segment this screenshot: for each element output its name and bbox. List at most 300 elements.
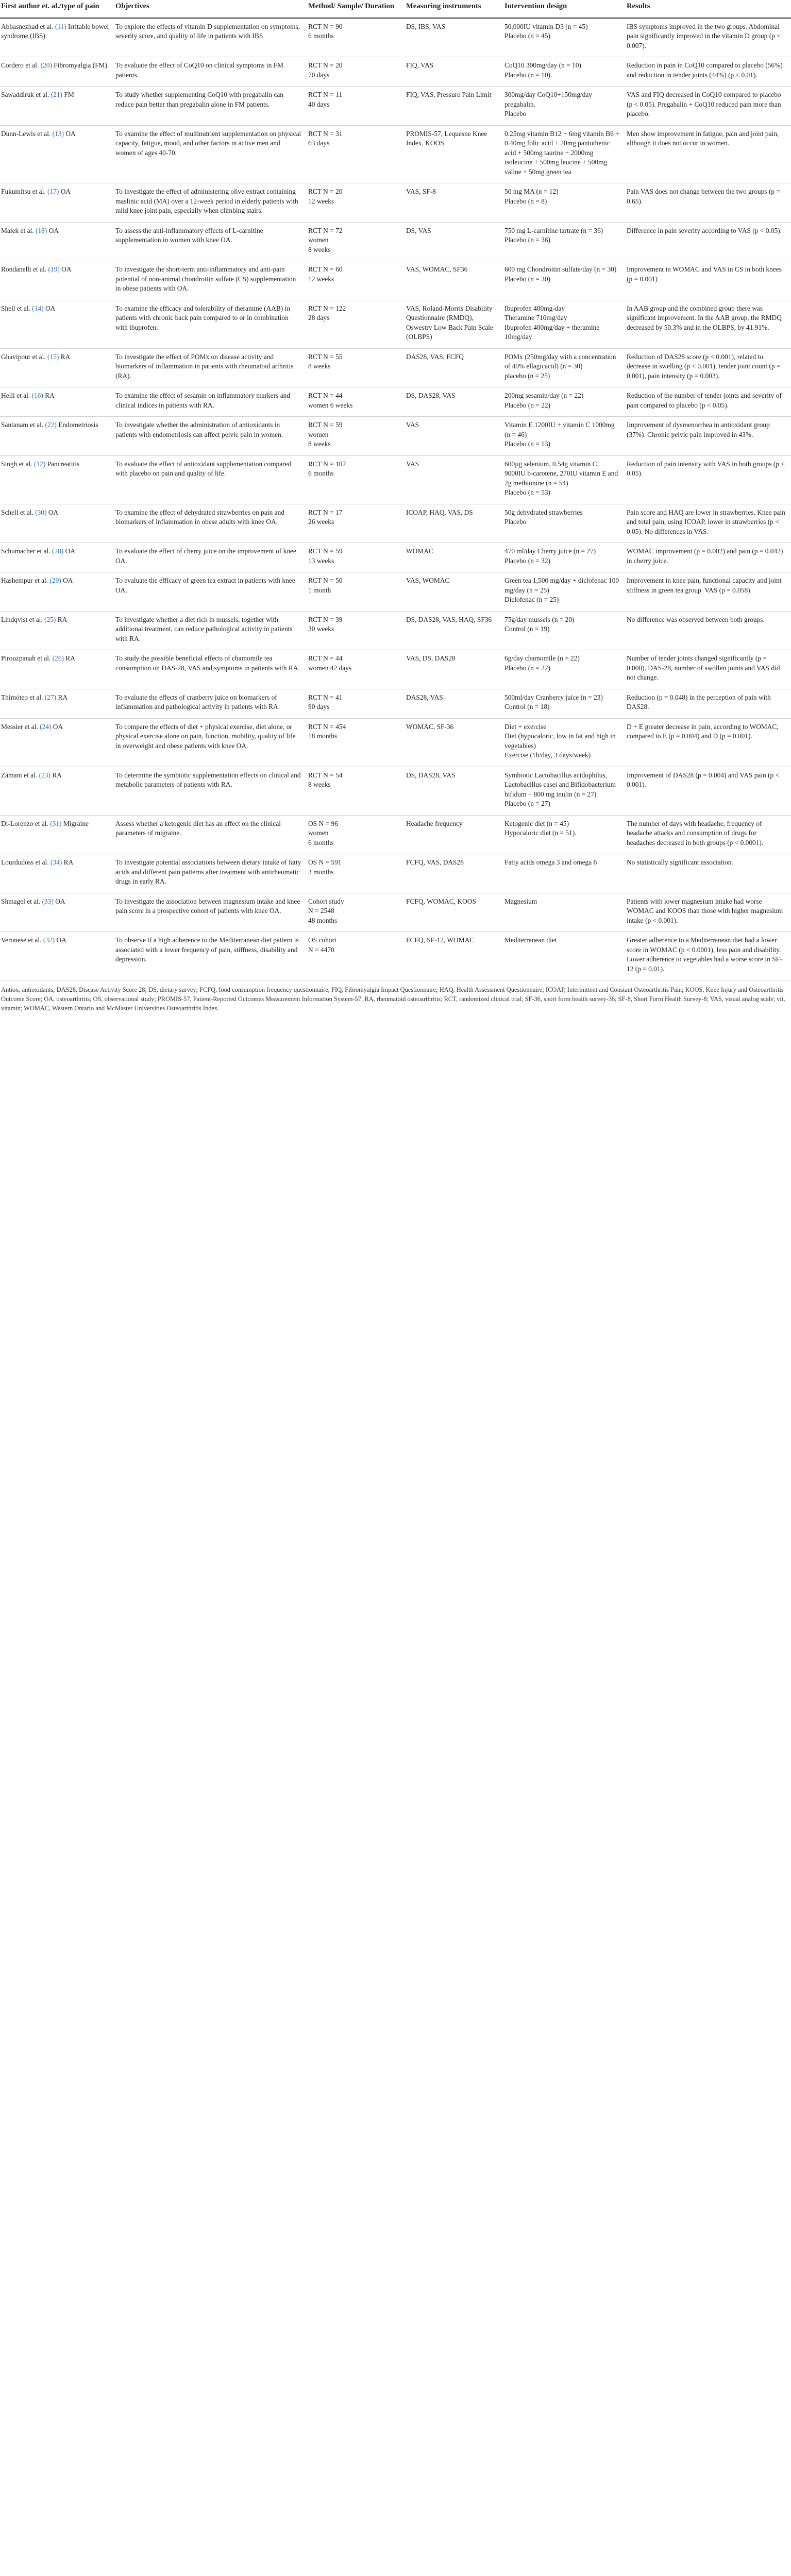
cell-objective: To explore the effects of vitamin D supplementation on symptoms, severity score, and quality of life in patients with IBS bbox=[114, 18, 307, 57]
method-line: RCT N = 122 bbox=[308, 304, 346, 312]
header-results: Results bbox=[626, 0, 791, 18]
cell-objective: To study whether supplementing CoQ10 with pregabalin can reduce pain better than pregabalin alone in FM patients. bbox=[114, 87, 307, 126]
intervention-line: Placebo (n = 36) bbox=[504, 236, 550, 244]
cell-objective: To examine the effect of sesamin on inflammatory markers and clinical indices in patients with RA. bbox=[114, 387, 307, 417]
method-line: 26 weeks bbox=[308, 518, 334, 526]
cell-intervention bbox=[503, 57, 626, 87]
method-line: 18 months bbox=[308, 732, 338, 740]
cell-author bbox=[0, 455, 114, 504]
cell-method bbox=[307, 572, 405, 612]
reference-link[interactable]: (11) bbox=[55, 22, 66, 30]
cell-method bbox=[307, 689, 405, 718]
cell-author bbox=[0, 87, 114, 126]
cell-intervention bbox=[503, 18, 626, 57]
cell-author bbox=[0, 183, 114, 223]
author-name: Santanam et al. bbox=[1, 421, 44, 429]
cell-method bbox=[307, 893, 405, 932]
table-row bbox=[0, 572, 791, 612]
table-row bbox=[0, 650, 791, 689]
method-line: 40 days bbox=[308, 100, 330, 108]
cell-intervention bbox=[503, 222, 626, 261]
header-author: First author et. al./type of pain bbox=[0, 0, 114, 18]
method-line: women bbox=[308, 236, 329, 244]
cell-objective: To investigate whether the administration of antioxidants in patients with endometriosis can affect pelvic pain in women. bbox=[114, 417, 307, 456]
cell-author bbox=[0, 611, 114, 650]
pain-type: OA bbox=[65, 129, 76, 138]
table-row bbox=[0, 57, 791, 87]
pain-type: OA bbox=[45, 304, 56, 312]
method-line: 6 months bbox=[308, 838, 334, 846]
method-line: RCT N = 41 bbox=[308, 693, 343, 701]
cell-method bbox=[307, 125, 405, 183]
cell-method bbox=[307, 455, 405, 504]
method-line: women 6 weeks bbox=[308, 401, 353, 409]
table-row bbox=[0, 18, 791, 57]
intervention-line: Symbiotic Lactobacillus acidophilus, Lactobacillus casei and Bifidobacterium bifidum + 800 mg inulin (n = 27) bbox=[504, 771, 616, 798]
cell-results: In AAB group and the combined group there was significant improvement. In the AAB group, the RMDQ decreased by 50.3% and in the OLBPS, by 41.91%. bbox=[626, 300, 791, 348]
method-line: RCT N = 50 bbox=[308, 577, 343, 585]
method-line: 8 weeks bbox=[308, 781, 331, 789]
table-row bbox=[0, 718, 791, 767]
pain-type: RA bbox=[52, 771, 62, 779]
method-line: RCT N = 60 bbox=[308, 265, 343, 274]
cell-intervention bbox=[503, 815, 626, 854]
method-line: RCT N = 107 bbox=[308, 460, 346, 468]
cell-author bbox=[0, 689, 114, 718]
method-line: RCT N = 44 bbox=[308, 654, 343, 663]
cell-objective: To investigate potential associations between dietary intake of fatty acids and different pain patterns after treatment with antirheumatic drugs in early RA. bbox=[114, 854, 307, 893]
table-row bbox=[0, 504, 791, 543]
table-row bbox=[0, 261, 791, 300]
cell-intervention bbox=[503, 650, 626, 689]
cell-instruments: DAS28, VAS, FCFQ bbox=[405, 348, 503, 387]
cell-instruments: Headache frequency bbox=[405, 815, 503, 854]
author-name: Di-Lorenzo et al. bbox=[1, 819, 48, 827]
cell-instruments: DAS28, VAS bbox=[405, 689, 503, 718]
method-line: 63 days bbox=[308, 139, 330, 147]
intervention-line: Exercise (1h/day, 3 days/week) bbox=[504, 751, 591, 759]
table-row bbox=[0, 815, 791, 854]
cell-instruments: DS, DAS28, VAS, HAQ, SF36 bbox=[405, 611, 503, 650]
intervention-line: Placebo (n = 22) bbox=[504, 401, 550, 409]
intervention-line: 600µg selenium, 0.54g vitamin C, 9000IU b-carotene, 270IU vitamin E and 2g methionine (n = 54) bbox=[504, 460, 618, 487]
cell-results: Reduction in pain in CoQ10 compared to placebo (56%) and reduction in tender joints (44%) (p < 0.01). bbox=[626, 57, 791, 87]
cell-author bbox=[0, 125, 114, 183]
author-name: Abbasnezhad et al. bbox=[1, 22, 54, 30]
method-line: OS N = 96 bbox=[308, 819, 338, 827]
cell-objective: To determine the symbiotic supplementation effects on clinical and metabolic parameters of patients with RA. bbox=[114, 767, 307, 815]
cell-results: No statistically significant association. bbox=[626, 854, 791, 893]
reference-link[interactable]: (20) bbox=[40, 61, 52, 70]
reference-link[interactable]: (34) bbox=[50, 858, 62, 867]
cell-results: WOMAC improvement (p = 0.002) and pain (p = 0.042) in cherry juice. bbox=[626, 543, 791, 572]
author-name: Ghavipour et al. bbox=[1, 352, 46, 361]
reference-link[interactable]: (19) bbox=[48, 265, 60, 274]
author-name: Schumacher et al. bbox=[1, 547, 51, 555]
cell-method bbox=[307, 222, 405, 261]
cell-intervention bbox=[503, 261, 626, 300]
method-line: women 42 days bbox=[308, 664, 352, 672]
cell-results: Reduction of pain intensity with VAS in both groups (p < 0.05). bbox=[626, 455, 791, 504]
cell-objective: To study the possible beneficial effects of chamomile tea consumption on DAS-28, VAS and symptoms in patients with RA. bbox=[114, 650, 307, 689]
cell-intervention bbox=[503, 854, 626, 893]
pain-type: RA bbox=[60, 352, 71, 361]
method-line: 3 months bbox=[308, 868, 334, 876]
method-line: RCT N = 20 bbox=[308, 188, 343, 196]
cell-intervention bbox=[503, 611, 626, 650]
reference-link[interactable]: (29) bbox=[49, 577, 61, 585]
cell-instruments: DS, DAS28, VAS bbox=[405, 387, 503, 417]
method-line: 12 weeks bbox=[308, 275, 334, 283]
cell-instruments: FIQ, VAS, Pressure Pain Limit bbox=[405, 87, 503, 126]
author-name: Thimóteo et al. bbox=[1, 693, 43, 701]
intervention-line: 750 mg L-carnitine tartrate (n = 36) bbox=[504, 226, 603, 234]
cell-author bbox=[0, 222, 114, 261]
reference-link[interactable]: (32) bbox=[43, 936, 55, 944]
table-row bbox=[0, 417, 791, 456]
pain-type: RA bbox=[63, 858, 74, 867]
pain-type: RA bbox=[45, 392, 55, 400]
intervention-line: 50,000IU vitamin D3 (n = 45) bbox=[504, 22, 588, 30]
cell-author bbox=[0, 572, 114, 612]
author-name: Schell et al. bbox=[1, 508, 33, 516]
cell-instruments: DS, VAS bbox=[405, 222, 503, 261]
pain-type: RA bbox=[57, 615, 68, 623]
cell-intervention bbox=[503, 572, 626, 612]
intervention-line: 6g/day chamomile (n = 22) bbox=[504, 654, 580, 663]
cell-intervention bbox=[503, 125, 626, 183]
cell-results: Improvement of DAS28 (p = 0.004) and VAS pain (p < 0.001). bbox=[626, 767, 791, 815]
cell-intervention bbox=[503, 932, 626, 980]
method-line: 70 days bbox=[308, 71, 330, 79]
cell-author bbox=[0, 57, 114, 87]
table-row bbox=[0, 854, 791, 893]
method-line: OS N = 591 bbox=[308, 858, 342, 867]
method-line: RCT N = 31 bbox=[308, 129, 343, 138]
header-method: Method/ Sample/ Duration bbox=[307, 0, 405, 18]
author-name: Rondanelli et al. bbox=[1, 265, 47, 274]
intervention-line: Placebo bbox=[504, 518, 527, 526]
table-row bbox=[0, 893, 791, 932]
cell-method bbox=[307, 543, 405, 572]
table-header bbox=[0, 0, 791, 18]
reference-link[interactable]: (24) bbox=[40, 722, 52, 731]
pain-type: OA bbox=[65, 547, 75, 555]
table-row bbox=[0, 87, 791, 126]
author-name: Fukumitsu et al. bbox=[1, 188, 46, 196]
pain-type: Endometriosis bbox=[58, 421, 98, 429]
intervention-line: Ibuprofen 400mg-day bbox=[504, 304, 565, 312]
cell-method bbox=[307, 767, 405, 815]
cell-intervention bbox=[503, 183, 626, 223]
author-name: Shell et al. bbox=[1, 304, 30, 312]
intervention-line: Diclofenac (n = 25) bbox=[504, 596, 559, 604]
method-line: RCT N = 59 bbox=[308, 547, 343, 555]
intervention-line: Placebo (n = 8) bbox=[504, 197, 547, 205]
cell-objective: To compare the effects of diet + physical exercise, diet alone, or physical exercise alone on pain, function, mobility, quality of life in overweight and obese patients with knee OA. bbox=[114, 718, 307, 767]
cell-intervention bbox=[503, 767, 626, 815]
cell-intervention bbox=[503, 893, 626, 932]
pain-type: OA bbox=[48, 226, 59, 234]
cell-objective: To investigate whether a diet rich in mussels, together with additional treatment, can reduce pathological activity in patients with RA. bbox=[114, 611, 307, 650]
method-line: RCT N = 454 bbox=[308, 722, 346, 731]
pain-type: Pancreatitis bbox=[47, 460, 80, 468]
cell-author bbox=[0, 932, 114, 980]
cell-instruments: VAS, WOMAC bbox=[405, 572, 503, 612]
cell-instruments: VAS, SF-8 bbox=[405, 183, 503, 223]
cell-results: Reduction of DAS28 score (p < 0.001), related to decrease in swelling (p < 0.001), tender joint count (p = 0.001), pain intensity (p = 0.003). bbox=[626, 348, 791, 387]
cell-intervention bbox=[503, 417, 626, 456]
intervention-line: placebo (n = 25) bbox=[504, 371, 550, 380]
cell-results: Improvement in WOMAC and VAS in CS in both knees (p = 0.001) bbox=[626, 261, 791, 300]
cell-results: The number of days with headache, frequency of headache attacks and consumption of drugs for headaches decreased in both groups (p < 0.0001). bbox=[626, 815, 791, 854]
intervention-line: Diet + exercise bbox=[504, 722, 547, 731]
method-line: RCT N = 39 bbox=[308, 615, 343, 623]
method-line: RCT N = 54 bbox=[308, 771, 343, 779]
intervention-line: 470 ml/day Cherry juice (n = 27) bbox=[504, 547, 596, 555]
header-row bbox=[0, 0, 791, 18]
reference-link[interactable]: (22) bbox=[45, 421, 57, 429]
method-line: RCT N = 17 bbox=[308, 508, 343, 516]
cell-results: Pain score and HAQ are lower in strawberries. Knee pain and total pain, using ICOAP, lower in strawberries (p < 0.05). No differences in VAS. bbox=[626, 504, 791, 543]
cell-objective: To examine the effect of multinutrient supplementation on physical capacity, fatigue, mood, and other factors in active men and women of ages 40-70. bbox=[114, 125, 307, 183]
method-line: 48 months bbox=[308, 916, 338, 924]
table-row bbox=[0, 183, 791, 223]
cell-intervention bbox=[503, 455, 626, 504]
cell-instruments: VAS, Roland-Morris Disability Questionnaire (RMDQ), Oswestry Low Back Pain Scale (OLBPS) bbox=[405, 300, 503, 348]
reference-link[interactable]: (31) bbox=[50, 819, 62, 827]
cell-objective: To evaluate the effect of antioxidant supplementation compared with placebo on pain and quality of life. bbox=[114, 455, 307, 504]
pain-type: RA bbox=[65, 654, 75, 663]
table-row bbox=[0, 611, 791, 650]
cell-author bbox=[0, 893, 114, 932]
reference-link[interactable]: (23) bbox=[39, 771, 51, 779]
reference-link[interactable]: (25) bbox=[44, 615, 56, 623]
table-row bbox=[0, 455, 791, 504]
cell-results: Difference in pain severity according to VAS (p < 0.05). bbox=[626, 222, 791, 261]
cell-author bbox=[0, 718, 114, 767]
cell-instruments: WOMAC, SF-36 bbox=[405, 718, 503, 767]
table-body bbox=[0, 18, 791, 980]
intervention-line: Placebo (n = 10). bbox=[504, 71, 552, 79]
cell-method bbox=[307, 611, 405, 650]
cell-objective: To investigate the effect of administering olive extract containing maslinic acid (MA) over a 12-week period in elderly patients with mild knee joint pain, especially when climbing stairs. bbox=[114, 183, 307, 223]
intervention-line: Green tea 1,500 mg/day + diclofenac 100 mg/day (n = 25) bbox=[504, 577, 619, 594]
header-instruments: Measuring instruments bbox=[405, 0, 503, 18]
table-row bbox=[0, 300, 791, 348]
cell-author bbox=[0, 504, 114, 543]
intervention-line: Placebo (n = 45) bbox=[504, 32, 550, 40]
pain-type: FM bbox=[64, 91, 74, 99]
cell-intervention bbox=[503, 718, 626, 767]
intervention-line: Placebo (n = 32) bbox=[504, 556, 550, 565]
author-name: Malek et al. bbox=[1, 226, 34, 234]
cell-author bbox=[0, 261, 114, 300]
cell-method bbox=[307, 261, 405, 300]
cell-method bbox=[307, 504, 405, 543]
intervention-line: CoQ10 300mg/day (n = 10) bbox=[504, 61, 581, 70]
method-line: 8 weeks bbox=[308, 362, 331, 370]
cell-intervention bbox=[503, 300, 626, 348]
pain-type: OA bbox=[56, 936, 66, 944]
method-line: 8 weeks bbox=[308, 245, 331, 253]
cell-instruments: FCFQ, SF-12, WOMAC bbox=[405, 932, 503, 980]
cell-results: Patients with lower magnesium intake had worse WOMAC and KOOS than those with higher magnesium intake (p < 0.001). bbox=[626, 893, 791, 932]
intervention-line: 600 mg Chondroitin sulfate/day (n = 30) bbox=[504, 265, 617, 274]
method-line: 90 days bbox=[308, 703, 330, 711]
cell-method bbox=[307, 650, 405, 689]
cell-method bbox=[307, 718, 405, 767]
intervention-line: 500ml/day Cranberry juice (n = 23) bbox=[504, 693, 603, 701]
method-line: 28 days bbox=[308, 314, 330, 322]
cell-results: Reduction (p = 0.048) in the perception of pain with DAS28. bbox=[626, 689, 791, 718]
reference-link[interactable]: (16) bbox=[31, 392, 43, 400]
reference-link[interactable]: (21) bbox=[51, 91, 63, 99]
cell-instruments: FCFQ, WOMAC, KOOS bbox=[405, 893, 503, 932]
cell-results: Greater adherence to a Mediterranean diet had a lower score in WOMAC (p < 0.0001), less pain and disability. Lower adherence to vegetables had a worse score in SF-12 (p = 0.01). bbox=[626, 932, 791, 980]
cell-author bbox=[0, 18, 114, 57]
cell-results: Men show improvement in fatigue, pain and joint pain, although it does not occur in women. bbox=[626, 125, 791, 183]
cell-objective: To assess the anti-inflammatory effects of L-carnitine supplementation in women with knee OA. bbox=[114, 222, 307, 261]
author-name: Veronese et al. bbox=[1, 936, 42, 944]
reference-link[interactable]: (18) bbox=[35, 226, 47, 234]
method-line: RCT N = 44 bbox=[308, 392, 343, 400]
cell-method bbox=[307, 87, 405, 126]
intervention-line: 50 mg MA (n = 12) bbox=[504, 188, 559, 196]
cell-author bbox=[0, 300, 114, 348]
intervention-line: Mediterranean diet bbox=[504, 936, 557, 944]
reference-link[interactable]: (13) bbox=[52, 129, 64, 138]
reference-link[interactable]: (28) bbox=[52, 547, 64, 555]
table-row bbox=[0, 543, 791, 572]
intervention-line: Diet (hypocaloric, low in fat and high in vegetables) bbox=[504, 732, 616, 750]
cell-results: Number of tender joints changed significantly (p = 0.000). DAS-28, number of swollen joints and VAS did not change. bbox=[626, 650, 791, 689]
cell-results: VAS and FIQ decreased in CoQ10 compared to placebo (p < 0.05). Pregabalin + CoQ10 reduced pain more than placebo. bbox=[626, 87, 791, 126]
cell-objective: To evaluate the efficacy of green tea extract in patients with knee OA. bbox=[114, 572, 307, 612]
method-line: OS cohort bbox=[308, 936, 336, 944]
author-name: Singh et al. bbox=[1, 460, 32, 468]
method-line: 6 months bbox=[308, 32, 334, 40]
reference-link[interactable]: (12) bbox=[33, 460, 46, 468]
cell-instruments: VAS bbox=[405, 417, 503, 456]
intervention-line: 50g dehydrated strawberries bbox=[504, 508, 583, 516]
intervention-line: Fatty acids omega 3 and omega 6 bbox=[504, 858, 597, 867]
method-line: N = 2548 bbox=[308, 907, 334, 915]
table-row bbox=[0, 125, 791, 183]
table-footnote: Antiox, antioxidants; DAS28, Disease Activity Score 28; DS, dietary survey; FCFQ, food consumption frequency questionnaire; FIQ, Fibromyalgia Impact Questionnaire; HAQ, Health Assessment Questionnaire; ICOAP, Intermittent and Constant Osteoarthritis Pain; KOOS, Knee Injury and Osteoarthritis Outcome Score; OA, osteoarthritis; OS, observational study; PROMIS-57, Patient-Reported Outcomes Measurement Information System-57; RA, rheumatoid osteoarthritis; RCT, randomized clinical trial; SF-36, short form health survey-36; SF-8, Short Form Health Survey-8; VAS, visual analog scale; vit, vitamin; WOMAC, Western Ontario and McMaster Universities Osteoarthritis Index. bbox=[1, 986, 785, 1012]
author-name: Lourdudoss et al. bbox=[1, 858, 49, 867]
pain-type: OA bbox=[61, 265, 72, 274]
pain-type: OA bbox=[55, 897, 65, 905]
cell-author bbox=[0, 854, 114, 893]
intervention-line: 300mg/day CoQ10+150mg/day pregabalin. bbox=[504, 91, 593, 108]
cell-instruments: DS, IBS, VAS bbox=[405, 18, 503, 57]
cell-instruments: VAS, DS, DAS28 bbox=[405, 650, 503, 689]
cell-method bbox=[307, 57, 405, 87]
cell-objective: To examine the efficacy and tolerability of theramine (AAB) in patients with chronic back pain compared to or in combination with ibuprofen. bbox=[114, 300, 307, 348]
table-row bbox=[0, 387, 791, 417]
header-intervention: Intervention design bbox=[503, 0, 626, 18]
method-line: 12 weeks bbox=[308, 197, 334, 205]
reference-link[interactable]: (33) bbox=[42, 897, 54, 905]
cell-author bbox=[0, 767, 114, 815]
method-line: 8 weeks bbox=[308, 440, 331, 448]
reference-link[interactable]: (14) bbox=[32, 304, 44, 312]
intervention-line: POMx (250mg/day with a concentration of 40% ellagicacid) (n = 30) bbox=[504, 352, 616, 370]
intervention-line: Ibuprofen 400mg/day + theramine 10mg/day bbox=[504, 323, 600, 341]
intervention-line: Placebo (n = 13) bbox=[504, 440, 550, 448]
header-objectives: Objectives bbox=[114, 0, 307, 18]
cell-instruments: PROMIS-57, Lequesne Knee Index, KOOS bbox=[405, 125, 503, 183]
method-line: RCT N = 90 bbox=[308, 22, 343, 30]
table-row bbox=[0, 348, 791, 387]
cell-author bbox=[0, 387, 114, 417]
method-line: Cohort study bbox=[308, 897, 344, 905]
intervention-line: 0.25mg vitamin B12 + 6mg vitamin B6 + 0.40mg folic acid + 20mg pantothenic acid + 500mg taurine + 2000mg isoleucine + 500mg leucine + 500mg valine + 50mg green tea bbox=[504, 129, 619, 176]
cell-instruments: FIQ, VAS bbox=[405, 57, 503, 87]
cell-method bbox=[307, 932, 405, 980]
cell-objective: To investigate the association between magnesium intake and knee pain score in a prospective cohort of patients with knee OA. bbox=[114, 893, 307, 932]
intervention-line: Vitamin E 1200IU + vitamin C 1000mg (n = 46) bbox=[504, 421, 615, 438]
pain-type: Irritable bowel syndrome (IBS) bbox=[1, 22, 109, 40]
cell-instruments: WOMAC bbox=[405, 543, 503, 572]
cell-author bbox=[0, 543, 114, 572]
cell-results: Pain VAS does not change between the two groups (p = 0.65). bbox=[626, 183, 791, 223]
cell-results: D + E greater decrease in pain, according to WOMAC, compared to E (p = 0.004) and D (p = 0.001). bbox=[626, 718, 791, 767]
intervention-line: 75g/day mussels (n = 20) bbox=[504, 615, 575, 623]
cell-objective: Assess whether a ketogenic diet has an effect on the clinical parameters of migraine. bbox=[114, 815, 307, 854]
method-line: 6 months bbox=[308, 469, 334, 478]
reference-link[interactable]: (30) bbox=[35, 508, 47, 516]
intervention-line: Placebo (n = 53) bbox=[504, 488, 550, 497]
cell-intervention bbox=[503, 689, 626, 718]
cell-objective: To evaluate the effect of cherry juice on the improvement of knee OA. bbox=[114, 543, 307, 572]
intervention-line: Placebo bbox=[504, 110, 527, 118]
intervention-line: Hypocaloric diet (n = 51). bbox=[504, 829, 577, 837]
pain-type: RA bbox=[58, 693, 68, 701]
method-line: RCT N = 20 bbox=[308, 61, 343, 70]
reference-link[interactable]: (15) bbox=[47, 352, 59, 361]
author-name: Shmagel et al. bbox=[1, 897, 41, 905]
cell-author bbox=[0, 348, 114, 387]
cell-objective: To evaluate the effects of cranberry juice on biomarkers of inflammation and pathological activity in patients with RA. bbox=[114, 689, 307, 718]
cell-method bbox=[307, 18, 405, 57]
table-row bbox=[0, 767, 791, 815]
method-line: 30 weeks bbox=[308, 625, 334, 633]
reference-link[interactable]: (27) bbox=[44, 693, 57, 701]
author-name: Helli et al. bbox=[1, 392, 30, 400]
cell-instruments: FCFQ, VAS, DAS28 bbox=[405, 854, 503, 893]
cell-instruments: VAS, WOMAC, SF36 bbox=[405, 261, 503, 300]
cell-results: IBS symptoms improved in the two groups. Abdominal pain significantly improved in the vitamin D group (p < 0.007). bbox=[626, 18, 791, 57]
method-line: RCT N = 11 bbox=[308, 91, 342, 99]
reference-link[interactable]: (26) bbox=[52, 654, 64, 663]
table-row bbox=[0, 222, 791, 261]
intervention-line: Placebo (n = 27) bbox=[504, 800, 550, 808]
cell-objective: To investigate the short-term anti-inflammatory and anti-pain potential of non-animal chondroitin sulfate (CS) supplementation in obese patients with OA. bbox=[114, 261, 307, 300]
cell-intervention bbox=[503, 504, 626, 543]
cell-objective: To investigate the effect of POMx on disease activity and biomarkers of inflammation in patients with rheumatoid arthritis (RA). bbox=[114, 348, 307, 387]
reference-link[interactable]: (17) bbox=[47, 188, 59, 196]
intervention-line: Magnesium bbox=[504, 897, 537, 905]
author-name: Messier et al. bbox=[1, 722, 38, 731]
intervention-line: Ketogenic diet (n = 45) bbox=[504, 819, 569, 827]
method-line: women bbox=[308, 829, 329, 837]
intervention-line: Placebo (n = 22) bbox=[504, 664, 550, 672]
pain-type: Migraine bbox=[63, 819, 89, 827]
table-row bbox=[0, 932, 791, 980]
studies-table bbox=[0, 0, 791, 980]
